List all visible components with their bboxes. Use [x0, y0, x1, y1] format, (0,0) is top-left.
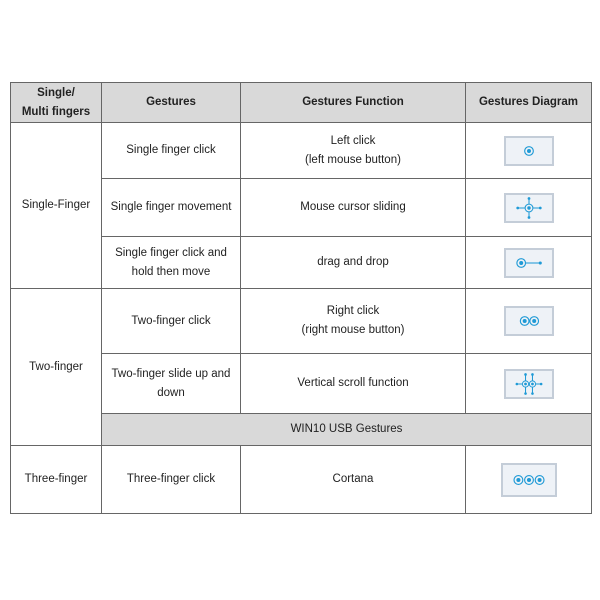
diagram-cell — [466, 179, 592, 237]
single-tap-icon — [504, 136, 554, 166]
win10-gestures-band: WIN10 USB Gestures — [102, 414, 592, 446]
table-row — [11, 289, 592, 354]
group-two-finger: Two-finger — [11, 289, 102, 446]
triple-tap-icon — [501, 463, 557, 497]
gestures-table — [10, 82, 592, 514]
diagram-cell — [466, 354, 592, 414]
move-cross-icon — [504, 193, 554, 223]
function-cell: Right click (right mouse button) — [241, 289, 466, 354]
diagram-cell — [466, 446, 592, 514]
group-three-finger: Three-finger — [11, 446, 102, 514]
function-cell: Mouse cursor sliding — [241, 179, 466, 237]
function-cell: Left click (left mouse button) — [241, 123, 466, 179]
gesture-cell: Single finger click — [102, 123, 241, 179]
header-diagram: Gestures Diagram — [466, 83, 592, 123]
gesture-cell: Two-finger click — [102, 289, 241, 354]
header-fingers — [11, 83, 102, 123]
header-function: Gestures Function — [241, 83, 466, 123]
drag-arrow-icon — [504, 248, 554, 278]
header-fingers-line2: Multi fingers — [21, 105, 91, 118]
two-finger-scroll-icon — [504, 369, 554, 399]
function-cell: Cortana — [241, 446, 466, 514]
diagram-cell — [466, 289, 592, 354]
gesture-cell: Three-finger click — [102, 446, 241, 514]
table-row — [11, 446, 592, 514]
header-fingers-line1: Single/ — [37, 86, 75, 99]
diagram-cell — [466, 237, 592, 289]
gesture-cell: Single finger movement — [102, 179, 241, 237]
header-gestures: Gestures — [102, 83, 241, 123]
gesture-cell: Two-finger slide up and down — [102, 354, 241, 414]
gesture-cell: Single finger click and hold then move — [102, 237, 241, 289]
header-row — [11, 83, 592, 123]
function-cell: drag and drop — [241, 237, 466, 289]
double-tap-icon — [504, 306, 554, 336]
group-single-finger: Single-Finger — [11, 123, 102, 289]
table-row — [11, 123, 592, 179]
diagram-cell — [466, 123, 592, 179]
function-cell: Vertical scroll function — [241, 354, 466, 414]
